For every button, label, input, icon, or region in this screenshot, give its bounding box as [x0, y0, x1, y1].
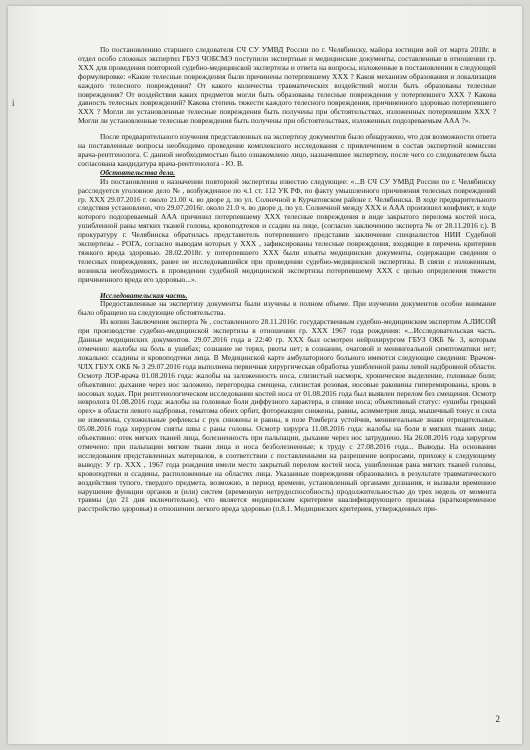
circumstances-paragraph-1: Из постановления о назначении повторной экспертизы известно следующее: «...В СЧ СУ УМВД России по г. Челябинску расследуется уголовное дело № , возбужденное по ч.1 ст. 112 УК РФ, по факту умышленного причинения телесных повреждений гр. XXX 29.07.2016 г. около 21.00 ч. во дворе д. по ул. Солнечной в Курчатовском районе г. Челябинска. В ходе предварительного следствия установлено, что 29.07.2016г. около 21.0 ч. во дворе д. по ул. Солнечной между XXX и ААА произошел конфликт, в ходе которого подозреваемый ААА причинил потерпевшему XXX телесные повреждения в виде закрытого перелома костей носа, ушибленной раны мягких тканей головы, кровоподтеков и ссадин на лице, (согласно заключению эксперта № от 28.11.2016 г.). В прокуратуру г. Челябинска обратилась представитель потерпевшего представив заключение специалистов НИИ Судебной экспертизы - РОГА, согласно выводам которых у XXX , зафиксированы телесные повреждения, входящие в перечень критериев тяжкого вреда здоровью. 28.02.2018г. у потерпевшего XXX были изъяты медицинские документы, содержащие сведения о телесных повреждениях, ранее не исследовавшийся при проведении судебно-медицинской экспертизы. В связи с изложенным, возникла необходимость в проведении судебной медицинской экспертизы потерпевшему XXX с целью определения тяжести причиненного вреда его здоровью...».	[78, 176, 496, 284]
research-paragraph-2: Из копии Заключения эксперта № , составленного 28.11.2016г. государственным судебно-медицинским экспертом А.ЛИСОЙ при производстве судебно-медицинской экспертизы в отношении гр. XXX 1967 года рождения: «...Исследовательская часть. Данные медицинских документов. 29.07.2016 года в 22:40 гр. XXX был осмотрен нейрохирургом ГБУЗ ОКБ № 3, которым отмечено: жалобы на боль в ушибах; сознание не терял, рвоты нет; в сознании, очаговой и менингеальной симптоматики нет; локально: ссадины и кровоподтеки лица. В Медицинской карте амбулаторного больного имеются следующие сведения: Врачом-ЧЛХ ГБУХ ОКБ № 3 29.07.2016 года выполнена первичная хирургическая обработка ушибленной раны левой надбровной области. Осмотр ЛОР-врача 01.08.2016 года: жалобы на заложенность носа, слизистый насморк, хроническое выделение, головные боли; объективно: дыхание через нос заложено, перегородка смещена, слизистая розовая, носовые раковины гиперемированы, кровь в носовых ходах. При рентгенологическом исследовании костей носа от 01.08.2016 года был выявлен перелом без смещения. Осмотр невролога 01.08.2016 года: жалобы на головные боли диффузного характера, в спинке носа; объективный статус: «ушибы грецкий орех» в области левого надбровья, гематома обеих орбит, фотореакции снижены, равны, асимметрия лица, мышечный тонус и сила не изменены, сухожильные рефлексы с рук снижены и равны, в позе Ромберга устойчив, менингеальные знаки отрицательные. 05.08.2016 года хирургом сняты швы с раны головы. Осмотр хирурга 11.08.2016 года: жалобы на боли в мягких тканях лица; объективно: отек мягких тканей лица, болезненность при пальпации, дыхание через нос затруднено. На 26.08.2016 года хирургом отмечено: при пальпации мягкие ткани лица и носа безболезненные; к труду с 27.08.2016 года... Выводы. На основании исследования представленных материалов, в соответствии с поставленными на разрешение вопросами, прихожу к следующему выводу: У гр. XXX , 1967 года рождения имели место закрытый перелом костей носа, ушибленная рана мягких тканей головы, кровоподтеки и ссадины, расположенные на областях лица. Указанные повреждения образовались в результате травматического воздействия тупого, твердого предмета, возможно, в период времени, установленный органами дознания, и вызвали временное нарушение функции органов и (или) систем (временную нетрудоспособность) продолжительностью до трех недель от момента травмы (до 21 дня включительно), что является медицинским критерием квалифицирующего признака (кратковременное расстройство здоровья) в отношении легкого вреда здоровью (п.8.1. Медицинских критериев, утвержденных при-	[78, 317, 496, 514]
document-body	[78, 46, 496, 514]
section-heading-research: Исследовательская часть.	[100, 290, 188, 300]
intro-paragraph-2: После предварительного изучения представленных на экспертизу документов было обнаружено, что для возможности ответа на поставленные вопросы необходимо проведение комплексного исследования с привлечением в состав экспертной комиссии врача-рентгенолога. С данной необходимостью было ознакомлено лицо, назначившее экспертизу, после чего со следователем была согласована кандидатура врача-рентгенолога - Ю. В.	[78, 132, 496, 168]
section-heading-circumstances: Обстоятельства дела.	[100, 167, 176, 177]
page-number: 2	[495, 714, 500, 724]
research-paragraph-1: Предоставленные на экспертизу документы были изучены в полном объеме. При изучении документов особое внимание было обращено на следующие обстоятельства.	[78, 299, 496, 318]
margin-mark: i	[12, 98, 15, 108]
intro-paragraph-1: По постановлению старшего следователя СЧ СУ УМВД России по г. Челябинску, майора юстиции вой от марта 2018г. в отдел особо сложных экспертиз ГБУЗ ЧОБСМЭ поступили экспертные и медицинские документы, составленные в отношении гр. XXX для проведения повторной судебно-медицинской экспертизы и ответа на вопросы, изложенные в постановлении в следующей формулировке: «Какие телесные повреждения были причинены потерпевшему XXX ? Каков механизм образования и локализация каждого телесного повреждения? От какого количества травматических воздействий могли быть образованы телесные повреждения? От воздействия каких предметов могли быть образованы телесные повреждения у потерпевшего XXX ? Какова давность телесных повреждений? Какова степень тяжести каждого телесного повреждения, причиненного здоровью потерпевшего XXX ? Могли ли установленные телесные повреждения быть получены при обстоятельствах, изложенных потерпевшим XXX ? Могли ли установленные телесные повреждения быть получены при обстоятельствах, изложенных подозреваемым ААА ?».	[78, 45, 496, 126]
document-page	[8, 6, 522, 744]
